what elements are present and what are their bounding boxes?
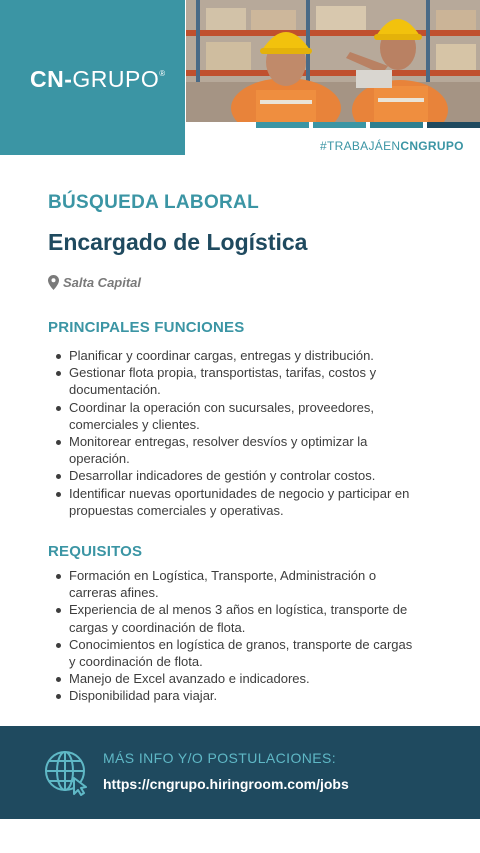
footer-banner: [0, 726, 480, 819]
functions-heading: PRINCIPALES FUNCIONES: [48, 319, 245, 336]
jobs-link[interactable]: https://cngrupo.hiringroom.com/jobs: [103, 776, 349, 792]
job-kicker: BÚSQUEDA LABORAL: [48, 192, 259, 213]
list-item: Gestionar flota propia, transportistas, tarifas, costos y documentación.: [54, 364, 414, 398]
header-photo: [186, 0, 480, 122]
requirements-heading: REQUISITOS: [48, 543, 143, 560]
stripe-teal: [313, 122, 366, 128]
list-item: Planificar y coordinar cargas, entregas y distribución.: [54, 347, 414, 364]
brand-logo: CN-GRUPO®: [30, 66, 166, 92]
job-location: [48, 275, 141, 290]
list-item: Conocimientos en logística de granos, transporte de cargas y coordinación de flota.: [54, 636, 414, 670]
globe-click-icon: [44, 750, 90, 796]
list-item: Desarrollar indicadores de gestión y controlar costos.: [54, 467, 414, 484]
decorative-stripes: [256, 122, 480, 128]
list-item: Monitorear entregas, resolver desvíos y optimizar la operación.: [54, 433, 414, 467]
list-item: Disponibilidad para viajar.: [54, 687, 414, 704]
list-item: Manejo de Excel avanzado e indicadores.: [54, 670, 414, 687]
list-item: Experiencia de al menos 3 años en logística, transporte de cargas y coordinación de flota.: [54, 601, 414, 635]
functions-list: [54, 347, 414, 519]
requirements-list: [54, 567, 414, 705]
list-item: Identificar nuevas oportunidades de negocio y participar en propuestas comerciales y operativas.: [54, 485, 414, 519]
list-item: Coordinar la operación con sucursales, proveedores, comerciales y clientes.: [54, 399, 414, 433]
stripe-navy: [427, 122, 480, 128]
location-label: Salta Capital: [63, 275, 142, 290]
brand-logo-block: [0, 0, 185, 155]
job-title: Encargado de Logística: [48, 229, 308, 255]
stripe-teal: [256, 122, 309, 128]
list-item: Formación en Logística, Transporte, Administración o carreras afines.: [54, 567, 414, 601]
hashtag: #TRABAJÁENCNGRUPO: [320, 139, 464, 153]
map-pin-icon: [48, 275, 59, 290]
more-info-label: MÁS INFO Y/O POSTULACIONES:: [103, 750, 337, 766]
stripe-teal-dark: [370, 122, 423, 128]
